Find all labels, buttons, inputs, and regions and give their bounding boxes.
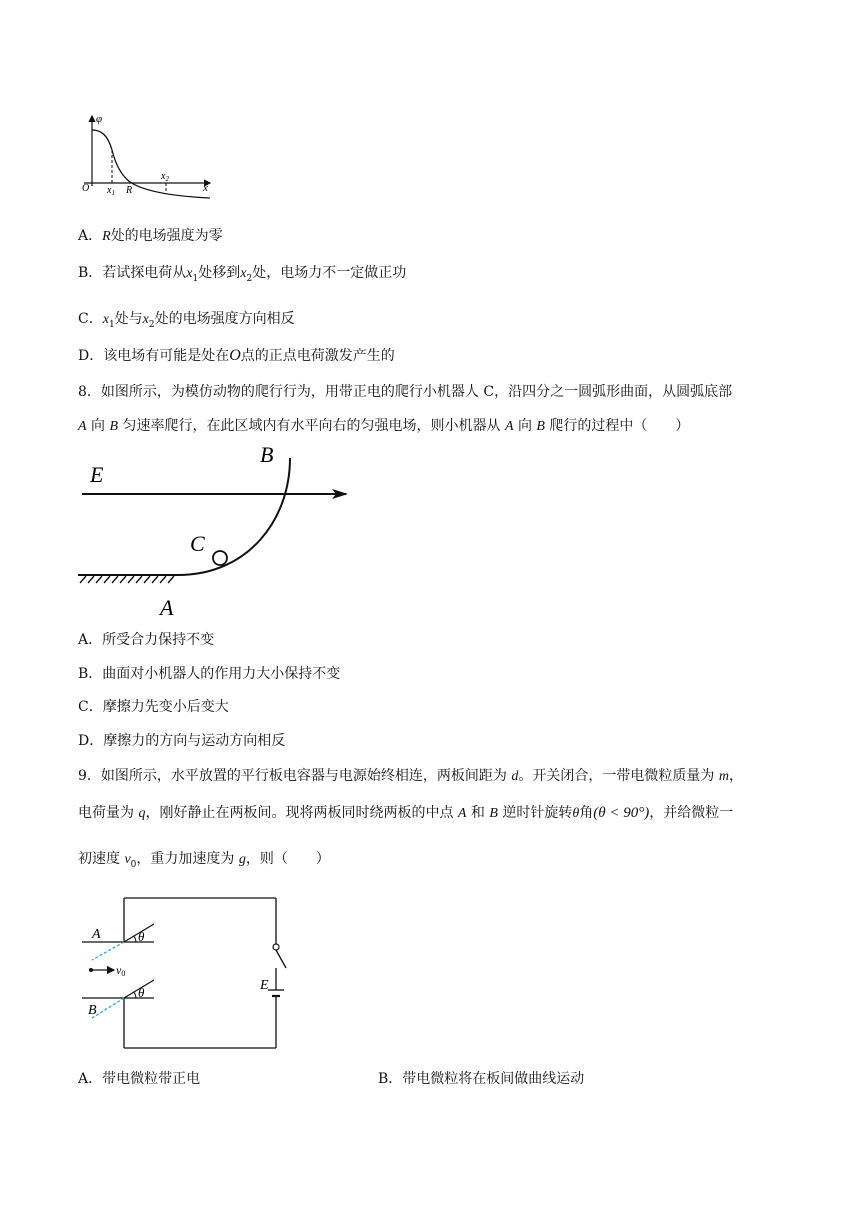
plate-b-label: B bbox=[88, 1003, 97, 1018]
plate-b-rotated-dashed bbox=[92, 998, 124, 1018]
x2-label: $x_2$ bbox=[161, 171, 169, 183]
q7-potential-graph bbox=[78, 110, 218, 200]
x1-label: $x_1$ bbox=[107, 185, 115, 197]
q8-option-d: D．摩擦力的方向与运动方向相反 bbox=[78, 733, 286, 749]
q8-option-c: C．摩擦力先变小后变大 bbox=[78, 699, 229, 715]
arc-surface bbox=[78, 458, 290, 575]
q9-option-b: B．带电微粒将在板间做曲线运动 bbox=[378, 1071, 585, 1087]
q9-option-a: A．带电微粒带正电 bbox=[78, 1071, 201, 1087]
r-label: R bbox=[126, 185, 133, 196]
q9-stem-line3: 初速度 $v_0$，重力加速度为 g，则（ ） bbox=[78, 851, 330, 870]
q7-option-a: A．R处的电场强度为零 bbox=[78, 228, 223, 244]
velocity-label: v0 bbox=[116, 963, 126, 978]
switch-pivot bbox=[273, 944, 279, 950]
plate-a-rotated-dashed bbox=[92, 942, 124, 960]
q7-option-d: D．该电场有可能是处在O点的正点电荷激发产生的 bbox=[78, 347, 395, 364]
robot-c-label: C bbox=[190, 531, 205, 556]
q8-stem-line2: A 向 B 匀速率爬行，在此区域内有水平向右的匀强电场，则小机器从 A 向 B 爬行的过程中（ ） bbox=[78, 418, 690, 434]
field-label-e: E bbox=[90, 462, 104, 487]
plate-a-label: A bbox=[92, 927, 101, 942]
y-axis-label: φ bbox=[96, 113, 103, 125]
origin-label: O bbox=[82, 183, 90, 194]
ground-hatch bbox=[80, 576, 174, 583]
angle-theta-b: θ bbox=[138, 985, 145, 1000]
angle-theta-a: θ bbox=[138, 929, 145, 944]
q8-option-a: A．所受合力保持不变 bbox=[78, 632, 215, 648]
q7-option-b: B．若试探电荷从$x_1$处移到$x_2$处，电场力不一定做正功 bbox=[78, 265, 407, 284]
q9-stem-line1: 9．如图所示，水平放置的平行板电容器与电源始终相连，两板间距为 d。开关闭合，一带电微粒质量为 m， bbox=[78, 768, 743, 784]
q9-stem-line2: 电荷量为 q，刚好静止在两板间。现将两板同时绕两板的中点 A 和 B 逆时针旋转θ角(θ < 90°)，并给微粒一 bbox=[78, 805, 734, 821]
q7-option-c: C．$x_1$处与$x_2$处的电场强度方向相反 bbox=[78, 311, 295, 330]
q8-option-b: B．曲面对小机器人的作用力大小保持不变 bbox=[78, 666, 341, 682]
point-b-label: B bbox=[260, 442, 274, 467]
q8-stem-line1: 8．如图所示，为模仿动物的爬行行为，用带正电的爬行小机器人 C，沿四分之一圆弧形曲面，从圆弧底部 bbox=[78, 384, 733, 400]
point-a-label: A bbox=[160, 595, 174, 620]
q9-capacitor-circuit bbox=[78, 890, 308, 1060]
battery-label-e: E bbox=[260, 978, 269, 993]
robot-c bbox=[213, 551, 227, 565]
x-axis-label: x bbox=[203, 182, 208, 194]
switch-blade bbox=[276, 950, 286, 968]
q8-arc-figure bbox=[78, 440, 358, 620]
